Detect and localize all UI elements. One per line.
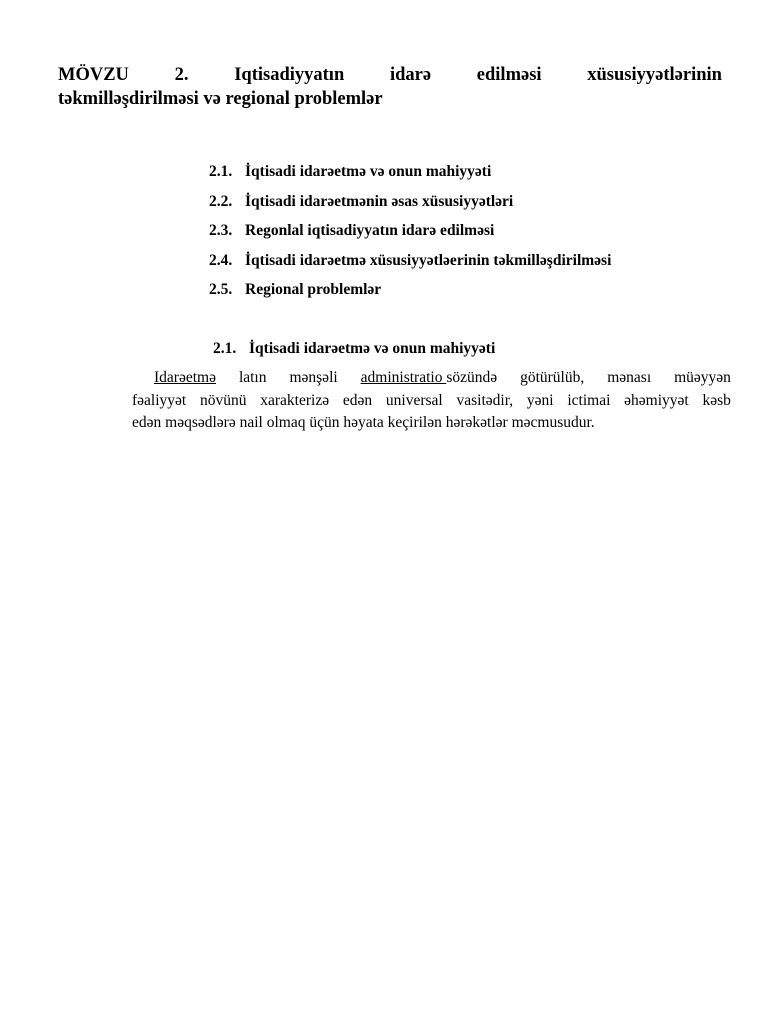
paragraph-word: xarakterizə [260, 391, 330, 409]
toc-number: 2.5. [209, 281, 233, 298]
title-word: xüsusiyyətlərinin [587, 65, 722, 85]
paragraph-word: sözündə [446, 369, 498, 386]
paragraph-word: latın [238, 369, 267, 386]
paragraph-word: vasitədir, [456, 391, 514, 409]
toc-item [209, 162, 611, 192]
paragraph-word: əhəmiyyət [624, 391, 689, 409]
paragraph-word: universal [385, 391, 443, 409]
paragraph-word: yəni [526, 391, 554, 409]
paragraph-word: müəyyən [674, 369, 731, 386]
toc-text: İqtisadi idarəetmə xüsusiyyətləerinin təkmilləşdirilməsi [245, 251, 612, 269]
paragraph-word: edən [342, 391, 373, 409]
section-title: İqtisadi idarəetmə və onun mahiyyəti [249, 340, 496, 357]
body-paragraph [132, 367, 731, 435]
paragraph-line-3: edən məqsədlərə nail olmaq üçün həyata keçirilən hərəkətlər məcmusudur. [132, 414, 595, 431]
table-of-contents [209, 162, 611, 310]
title-word: Iqtisadiyyatın [234, 65, 345, 85]
paragraph-line-1 [132, 367, 731, 390]
title-word: 2. [174, 65, 189, 85]
paragraph-word: mənası [607, 369, 652, 386]
title-word: MÖVZU [58, 65, 129, 85]
toc-text: İqtisadi idarəetmənin əsas xüsusiyyətləri [245, 192, 514, 210]
paragraph-word: fəaliyyət [132, 391, 187, 409]
paragraph-line-2 [132, 390, 731, 413]
paragraph-word: kəsb [702, 391, 731, 409]
toc-text: Regional problemlər [245, 281, 382, 298]
toc-number: 2.2. [209, 192, 233, 210]
document-title [58, 63, 722, 111]
paragraph-word: götürülüb, [520, 369, 585, 386]
origin-word-underlined: administratio [360, 369, 443, 386]
paragraph-word: ictimai [567, 391, 611, 409]
paragraph-word: növünü [200, 391, 247, 409]
toc-number: 2.1. [209, 163, 233, 180]
toc-number: 2.3. [209, 222, 233, 239]
section-number: 2.1. [213, 340, 237, 357]
toc-number: 2.4. [209, 251, 233, 269]
term-underlined: Idarəetmə [154, 369, 216, 386]
toc-item [209, 280, 611, 310]
section-heading [213, 339, 495, 359]
title-word: idarə [389, 65, 432, 85]
toc-text: Regonlal iqtisadiyyatın idarə edilməsi [245, 222, 495, 239]
toc-text: İqtisadi idarəetmə və onun mahiyyəti [245, 163, 492, 180]
toc-item [209, 192, 611, 222]
title-line-2: təkmilləşdirilməsi və regional problemlər [58, 89, 383, 109]
title-line-1 [58, 63, 722, 87]
toc-item [209, 251, 611, 281]
toc-item [209, 221, 611, 251]
title-word: edilməsi [476, 65, 542, 85]
paragraph-word: mənşəli [289, 369, 338, 386]
